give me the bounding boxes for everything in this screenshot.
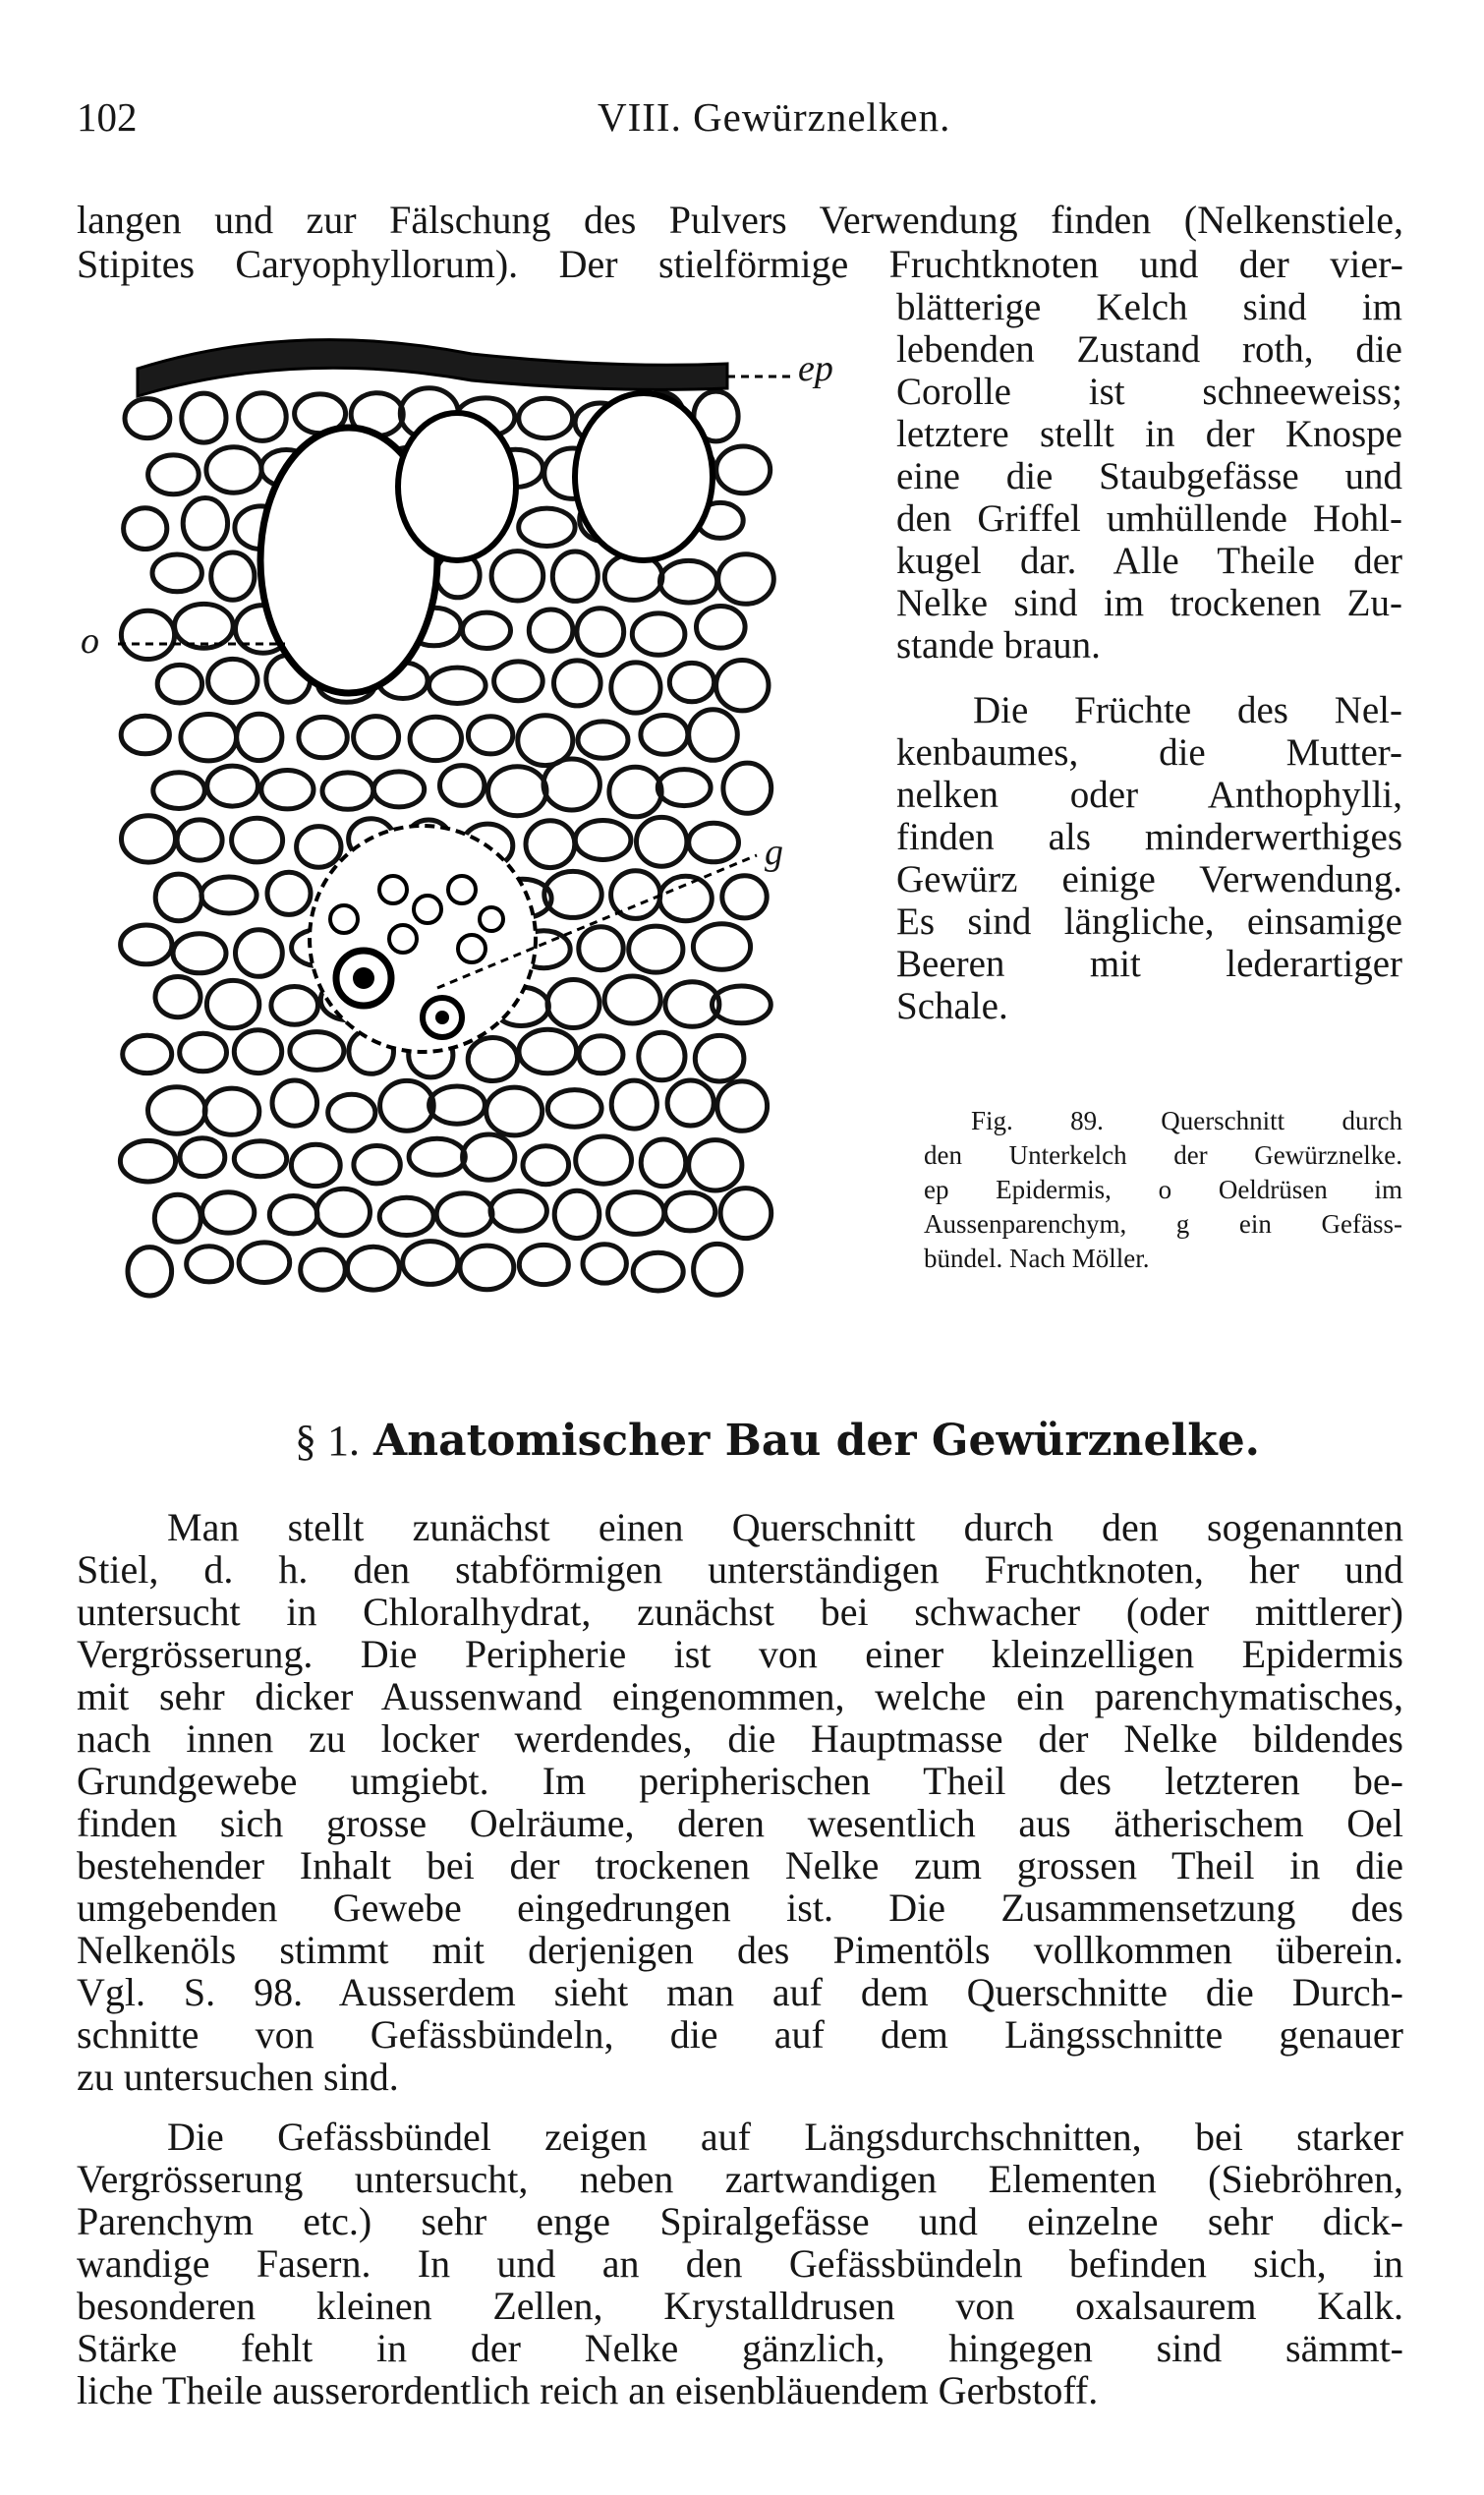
parenchyma-cell <box>669 663 713 701</box>
parenchyma-cell <box>440 766 485 806</box>
parenchyma-cell <box>316 1189 370 1235</box>
parenchyma-cell <box>290 1032 344 1071</box>
parenchyma-cell <box>575 821 631 860</box>
parenchyma-cell <box>641 1139 686 1187</box>
parenchyma-cell <box>494 662 543 701</box>
text-line: Vergrösserung. Die Peripherie ist von einer kleinzelligen Epidermis <box>77 1632 1403 1676</box>
parenchyma-cell <box>526 821 575 868</box>
parenchyma-cell <box>206 447 261 493</box>
parenchyma-cell <box>297 827 341 868</box>
parenchyma-cell <box>206 980 258 1027</box>
section-title: Anatomischer Bau der Gewürznelke. <box>373 1416 1260 1466</box>
text-line: eine die Staubgefässe und <box>896 455 1402 497</box>
parenchyma-cell <box>237 714 282 760</box>
oil-gland-right <box>575 393 713 560</box>
parenchyma-cell <box>529 609 573 651</box>
text-line: Es sind längliche, einsamige <box>896 900 1402 943</box>
parenchyma-cell <box>155 977 200 1017</box>
parenchyma-cell <box>637 817 687 866</box>
parenchyma-cell <box>490 1191 546 1232</box>
parenchyma-cell <box>234 1141 286 1177</box>
parenchyma-cell <box>121 716 169 754</box>
text-line: lebenden Zustand roth, die <box>896 328 1402 371</box>
figure-label-ep: ep <box>798 348 833 389</box>
parenchyma-cell <box>299 717 347 757</box>
parenchyma-cell <box>716 661 769 711</box>
parenchyma-cell <box>723 763 771 813</box>
parenchyma-cell <box>208 659 257 702</box>
parenchyma-cell <box>543 759 599 810</box>
parenchyma-cell <box>180 1138 225 1177</box>
parenchyma-cell <box>373 772 424 807</box>
text-line: Parenchym etc.) sehr enge Spiralgefässe und einzelne sehr dick- <box>77 2199 1403 2243</box>
parenchyma-cell <box>491 551 543 601</box>
parenchyma-cell <box>120 1140 175 1182</box>
text-line: Die Früchte des Nel- <box>973 689 1402 731</box>
parenchyma-cell <box>667 1080 713 1126</box>
parenchyma-cell <box>577 609 624 656</box>
section-number: § 1. <box>295 1417 360 1465</box>
parenchyma-cell <box>659 876 712 920</box>
text-line: kenbaumes, die Mutter- <box>896 731 1402 774</box>
parenchyma-cell <box>488 767 546 816</box>
parenchyma-cell <box>269 1196 317 1234</box>
parenchyma-cell <box>657 770 711 806</box>
text-line: Stipites Caryophyllorum). Der stielförmige Fruchtknoten und der vier- <box>77 242 1403 286</box>
text-line: mit sehr dicker Aussenwand eingenommen, welche ein parenchymatisches, <box>77 1674 1403 1718</box>
parenchyma-cell <box>463 612 511 648</box>
parenchyma-cell <box>239 393 287 441</box>
parenchyma-cell <box>181 715 237 761</box>
parenchyma-cell <box>148 455 200 494</box>
parenchyma-cell <box>410 717 461 760</box>
parenchyma-cell <box>202 1192 255 1233</box>
parenchyma-cell <box>234 1030 281 1073</box>
parenchyma-cell <box>261 771 314 809</box>
text-line: Grundgewebe umgiebt. Im peripherischen Theil des letzteren be- <box>77 1759 1403 1803</box>
text-line: Stärke fehlt in der Nelke gänzlich, hingegen sind sämmt- <box>77 2326 1403 2370</box>
text-line: kugel dar. Alle Theile der <box>896 540 1402 582</box>
text-line: liche Theile ausserordentlich reich an eisenbläuendem Gerbstoff. <box>77 2368 1099 2412</box>
text-line: Man stellt zunächst einen Querschnitt durch den sogenannten <box>167 1505 1403 1549</box>
parenchyma-cell <box>547 980 599 1028</box>
parenchyma-cell <box>547 1090 601 1128</box>
parenchyma-cell <box>153 773 205 809</box>
parenchyma-cell <box>609 767 661 817</box>
parenchyma-cell <box>125 399 170 438</box>
text-line: nelken oder Anthophylli, <box>896 774 1402 816</box>
parenchyma-cell <box>239 1243 290 1283</box>
parenchyma-cell <box>152 554 201 592</box>
text-line: finden sich grosse Oelräume, deren wesentlich aus ätherischem Oel <box>77 1801 1403 1845</box>
page-header <box>77 93 1403 152</box>
parenchyma-cell <box>354 717 399 758</box>
parenchyma-cell <box>211 552 255 600</box>
parenchyma-cell <box>665 1192 715 1231</box>
parenchyma-cell <box>697 607 746 649</box>
parenchyma-cell <box>576 1136 632 1184</box>
text-line: Schale. <box>896 985 1008 1027</box>
caption-line: bündel. Nach Möller. <box>924 1244 1150 1273</box>
text-line: Nelkenöls stimmt mit derjenigen des Pimentöls vollkommen überein. <box>77 1928 1403 1972</box>
text-line: Vgl. S. 98. Ausserdem sieht man auf dem Querschnitte die Durch- <box>77 1970 1403 2014</box>
parenchyma-cell <box>429 667 486 703</box>
parenchyma-cell <box>183 498 227 550</box>
parenchyma-cell <box>629 926 683 972</box>
parenchyma-cell <box>523 1146 569 1185</box>
cell-tissue-illustration <box>98 310 845 1322</box>
parenchyma-cell <box>204 1088 259 1134</box>
parenchyma-cell <box>641 716 688 755</box>
parenchyma-cell <box>660 560 717 603</box>
parenchyma-cell <box>173 934 226 973</box>
parenchyma-cell <box>380 1080 434 1131</box>
parenchyma-cell <box>554 1190 599 1238</box>
parenchyma-cell <box>718 554 774 605</box>
parenchyma-cell <box>720 1189 771 1239</box>
parenchyma-cell <box>611 663 660 713</box>
parenchyma-cell <box>177 820 222 860</box>
parenchyma-cell <box>463 1134 515 1180</box>
text-line: Gewürz einige Verwendung. <box>896 858 1402 900</box>
parenchyma-cell <box>689 1140 742 1190</box>
parenchyma-cell <box>154 1194 200 1242</box>
text-line: Beeren mit lederartiger <box>896 943 1402 985</box>
page-number: 102 <box>77 94 138 140</box>
parenchyma-cell <box>519 398 573 437</box>
parenchyma-cell <box>271 987 318 1025</box>
text-line: den Griffel umhüllende Hohl- <box>896 497 1402 540</box>
figure-cross-section <box>81 310 845 1322</box>
parenchyma-cell <box>121 925 172 964</box>
parenchyma-cell <box>128 1248 172 1296</box>
parenchyma-cell <box>182 393 226 442</box>
text-line: Stiel, d. h. den stabförmigen unterständigen Fruchtknoten, her und <box>77 1547 1403 1592</box>
text-line: Die Gefässbündel zeigen auf Längsdurchschnitten, bei starker <box>167 2115 1403 2159</box>
parenchyma-cell <box>267 872 311 914</box>
parenchyma-cell <box>175 604 234 648</box>
parenchyma-cell <box>717 1081 768 1131</box>
parenchyma-cell <box>379 1197 433 1235</box>
parenchyma-cell <box>468 1038 517 1081</box>
text-line: Corolle ist schneeweiss; <box>896 371 1402 413</box>
parenchyma-cell <box>604 976 660 1023</box>
parenchyma-cell <box>124 508 167 550</box>
parenchyma-cell <box>583 1245 626 1283</box>
parenchyma-cell <box>322 773 373 809</box>
parenchyma-cell <box>693 924 750 970</box>
parenchyma-cell <box>519 1245 568 1284</box>
parenchyma-cell <box>608 1192 664 1235</box>
section-heading <box>295 1416 1260 1466</box>
parenchyma-cell <box>436 1193 492 1236</box>
parenchyma-cell <box>633 1252 683 1291</box>
parenchyma-cell <box>519 508 575 546</box>
parenchyma-cell <box>187 1247 232 1282</box>
parenchyma-cell <box>180 1033 227 1072</box>
parenchyma-cell <box>611 1080 656 1129</box>
parenchyma-cell <box>207 766 258 806</box>
text-line: Nelke sind im trockenen Zu- <box>896 582 1402 624</box>
caption-line: Aussenparenchym, g ein Gefäss- <box>924 1209 1402 1239</box>
text-line: letztere stellt in der Knospe <box>896 413 1402 455</box>
figure-label-o: o <box>81 620 99 662</box>
parenchyma-cell <box>716 446 771 493</box>
parenchyma-cell <box>695 1035 744 1081</box>
parenchyma-cell <box>272 1080 317 1126</box>
parenchyma-cell <box>157 665 201 703</box>
text-line: besonderen kleinen Zellen, Krystalldrusen von oxalsaurem Kalk. <box>77 2284 1403 2328</box>
parenchyma-cell <box>291 1144 340 1186</box>
caption-line: den Unterkelch der Gewürznelke. <box>924 1140 1402 1170</box>
text-line: untersucht in Chloralhydrat, zunächst bei schwacher (oder mittlerer) <box>77 1590 1403 1634</box>
parenchyma-cell <box>328 1094 375 1131</box>
parenchyma-cell <box>486 1087 542 1135</box>
parenchyma-cell <box>122 816 176 862</box>
caption-line: ep Epidermis, o Oeldrüsen im <box>924 1175 1402 1204</box>
text-line: Vergrösserung untersucht, neben zartwandigen Elementen (Siebröhren, <box>77 2157 1403 2201</box>
text-line: bestehender Inhalt bei der trockenen Nelke zum grossen Theil in die <box>77 1843 1403 1887</box>
parenchyma-cell <box>554 661 601 706</box>
parenchyma-cell <box>639 1032 685 1080</box>
parenchyma-cell <box>579 1036 623 1073</box>
running-head: VIII. Gewürznelken. <box>598 94 951 140</box>
caption-line: Fig. 89. Querschnitt durch <box>971 1106 1402 1135</box>
oil-gland-middle <box>398 413 516 560</box>
parenchyma-cell <box>632 613 685 655</box>
parenchyma-cell <box>155 874 201 921</box>
text-line: nach innen zu locker werdendes, die Hauptmasse der Nelke bildendes <box>77 1716 1403 1761</box>
vascular-bundle <box>310 826 536 1052</box>
parenchyma-cell <box>301 1249 346 1290</box>
parenchyma-cell <box>121 610 174 659</box>
parenchyma-cell <box>552 551 598 601</box>
parenchyma-cell <box>460 1246 514 1290</box>
text-line: stande braun. <box>896 624 1101 667</box>
parenchyma-cell <box>694 1244 741 1295</box>
figure-label-g: g <box>765 832 783 873</box>
parenchyma-cell <box>123 1035 172 1073</box>
text-line: umgebenden Gewebe eingedrungen ist. Die Zusammensetzung des <box>77 1886 1403 1930</box>
parenchyma-cell <box>232 818 283 862</box>
parenchyma-cell <box>578 722 628 758</box>
parenchyma-cell <box>354 1146 400 1184</box>
parenchyma-cell <box>403 1242 458 1285</box>
parenchyma-cell <box>689 823 739 862</box>
parenchyma-cell <box>519 1029 577 1073</box>
parenchyma-cell <box>236 930 283 977</box>
text-line: zu untersuchen sind. <box>77 2055 399 2099</box>
text-line: finden als minderwerthiges <box>896 816 1402 858</box>
parenchyma-cell <box>579 927 623 970</box>
parenchyma-cell <box>409 1138 465 1175</box>
parenchyma-cell <box>348 1247 400 1290</box>
text-line: schnitte von Gefässbündeln, die auf dem Längsschnitte genauer <box>77 2012 1403 2057</box>
parenchyma-cell <box>722 876 767 918</box>
parenchyma-cell <box>148 1087 206 1134</box>
text-line: langen und zur Fälschung des Pulvers Verwendung finden (Nelkenstiele, <box>77 198 1403 242</box>
parenchyma-cell <box>689 710 738 761</box>
text-line: wandige Fasern. In und an den Gefässbündeln befinden sich, in <box>77 2241 1403 2286</box>
parenchyma-cell <box>201 877 257 913</box>
text-line: blätterige Kelch sind im <box>896 286 1402 328</box>
parenchyma-cell <box>429 1086 485 1124</box>
parenchyma-cell <box>468 717 512 754</box>
